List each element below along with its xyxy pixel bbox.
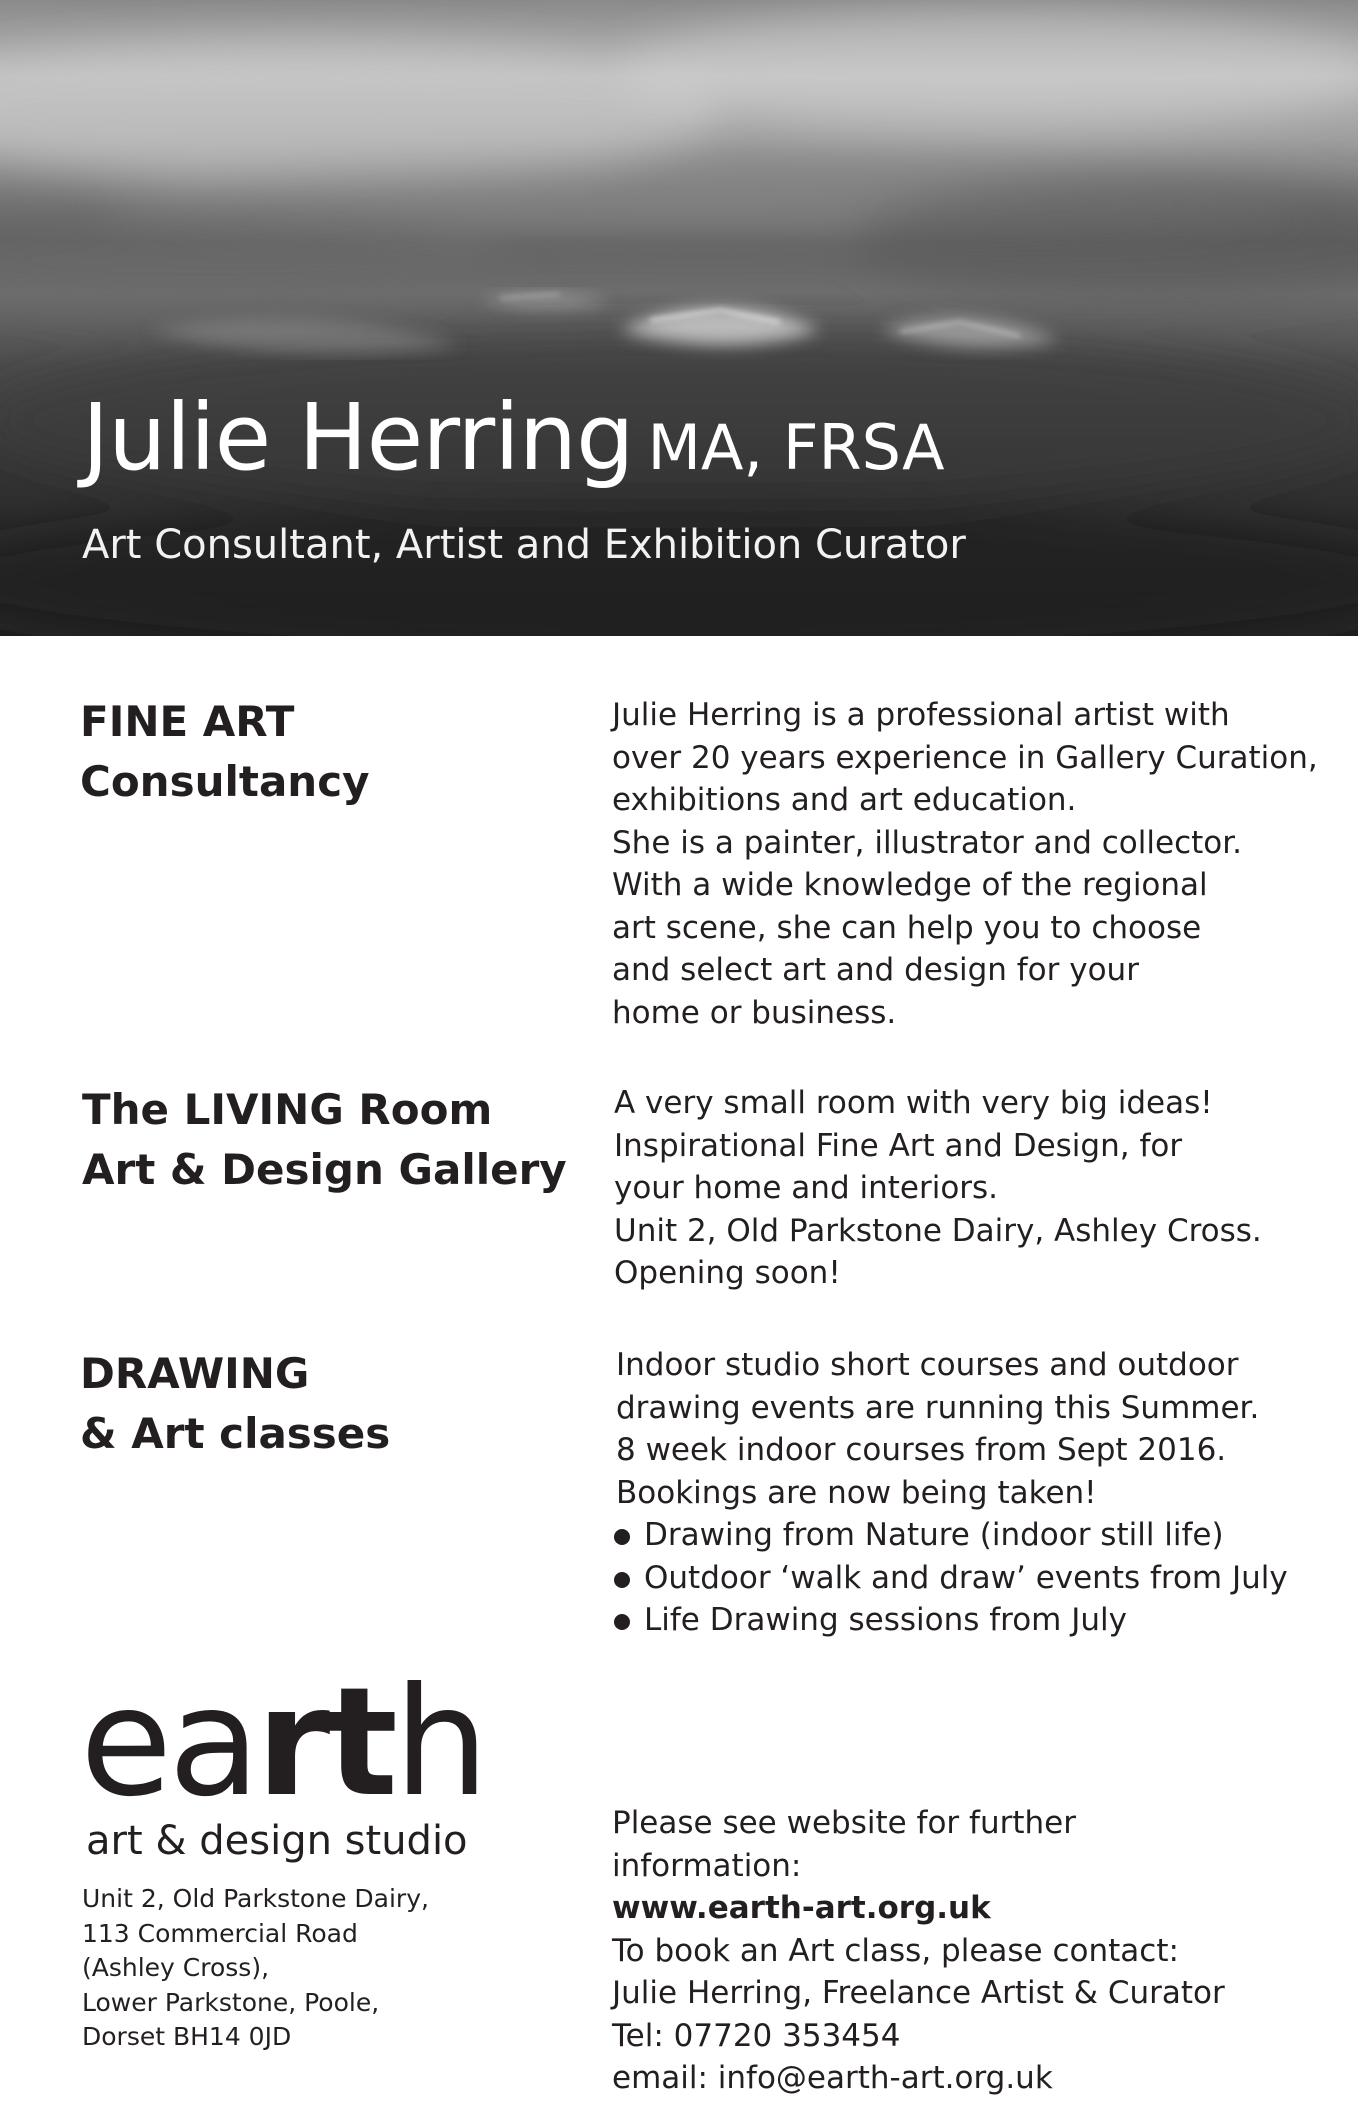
contact-line: Please see website for further [612,1805,1076,1841]
list-item: Outdoor ‘walk and draw’ events from July [614,1557,1288,1600]
artist-name: Julie Herring [82,384,634,491]
body-line: art scene, she can help you to choose [612,909,1202,946]
hero-subtitle: Art Consultant, Artist and Exhibition Curator [82,522,966,568]
body-line: Bookings are now being taken! [616,1474,1097,1511]
body-line: A very small room with very big ideas! [614,1085,1213,1121]
section-heading-fine-art [80,692,369,812]
body-line: over 20 years experience in Gallery Curation, [612,739,1318,776]
body-line: and select art and design for your [612,952,1139,988]
address-line: (Ashley Cross), [82,1953,270,1982]
body-line: Opening soon! [614,1255,841,1291]
hero-banner [0,0,1358,636]
body-line: your home and interiors. [614,1170,999,1206]
logo-part: ea [80,1656,257,1830]
body-line: She is a painter, illustrator and collector. [612,824,1242,861]
logo-part-bold: rt [256,1656,394,1830]
hero-title [82,384,945,491]
logo-part: h [393,1656,485,1830]
section-body-fine-art [612,694,1318,1034]
body-line: home or business. [612,994,897,1031]
body-line: Julie Herring is a professional artist with [612,697,1230,733]
list-item: Life Drawing sessions from July [614,1599,1288,1642]
contact-prefix: information: [612,1847,802,1884]
body-line: Indoor studio short courses and outdoor [616,1347,1239,1383]
contact-line: Julie Herring, Freelance Artist & Curator [612,1975,1225,2011]
heading-line: FINE ART [80,697,295,746]
contact-email[interactable]: email: info@earth-art.org.uk [612,2060,1053,2096]
class-list [614,1514,1288,1642]
contact-line [612,1845,1225,1930]
list-item: Drawing from Nature (indoor still life) [614,1514,1288,1557]
contact-phone: Tel: 07720 353454 [612,2017,901,2054]
contact-info [612,1802,1225,2100]
address-line: 113 Commercial Road [82,1918,358,1948]
section-heading-living-room [82,1080,567,1200]
logo-tagline: art & design studio [86,1818,468,1864]
body-line: drawing events are running this Summer. [616,1389,1260,1426]
section-body-living-room [614,1082,1262,1295]
heading-line: Art & Design Gallery [82,1145,567,1194]
section-heading-drawing [80,1344,390,1464]
body-line: With a wide knowledge of the regional [612,867,1208,903]
website-link[interactable]: www.earth-art.org.uk [612,1890,991,1926]
section-body-drawing [616,1344,1259,1514]
contact-line: To book an Art class, please contact: [612,1932,1179,1969]
heading-line: & Art classes [80,1409,391,1458]
body-line: 8 week indoor courses from Sept 2016. [616,1432,1227,1468]
address-line: Unit 2, Old Parkstone Dairy, [82,1884,429,1913]
heading-line: Consultancy [80,757,370,806]
address-line: Lower Parkstone, Poole, [82,1987,380,2017]
body-line: Inspirational Fine Art and Design, for [614,1127,1183,1164]
body-line: exhibitions and art education. [612,782,1077,818]
heading-line: DRAWING [80,1349,310,1398]
studio-address [82,1882,429,2055]
body-line: Unit 2, Old Parkstone Dairy, Ashley Cross. [614,1212,1262,1249]
heading-line: The LIVING Room [82,1085,493,1134]
earth-logo [80,1656,485,1830]
artist-qualifications: MA, FRSA [647,411,945,484]
address-line: Dorset BH14 0JD [82,2022,292,2051]
